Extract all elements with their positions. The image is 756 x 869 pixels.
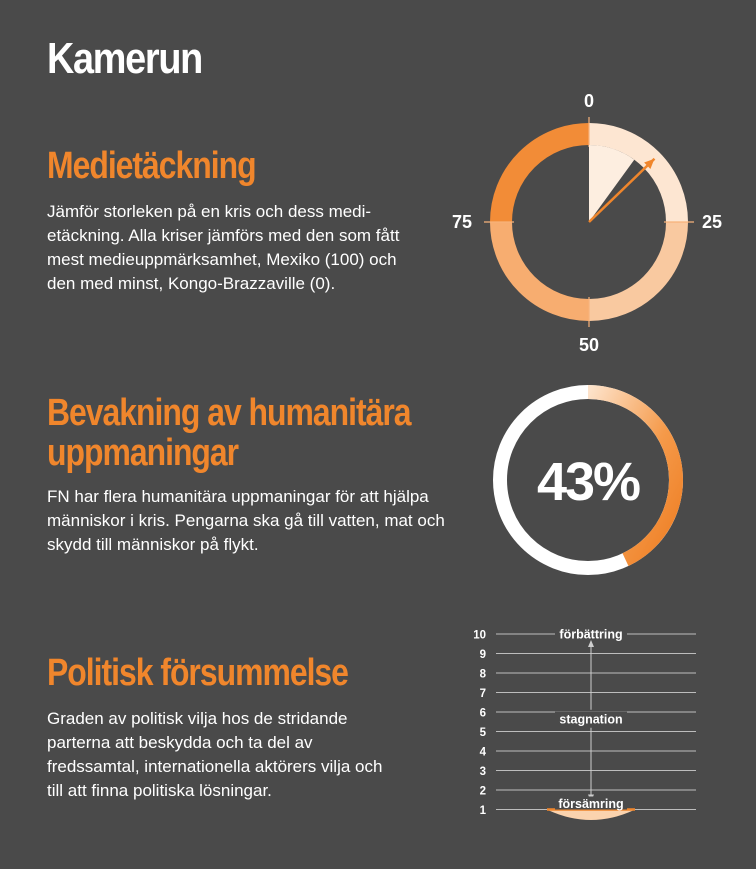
gauge-tick-label-50: 50 — [578, 335, 600, 355]
political-neglect-title: Politisk försummelse — [47, 652, 348, 694]
gauge-segment — [501, 134, 589, 222]
scale-level-label: 9 — [479, 649, 486, 661]
appeals-donut-chart — [485, 377, 695, 587]
gauge-tick-label-0: 0 — [583, 91, 595, 111]
page-title: Kamerun — [47, 34, 202, 83]
gauge-tick-label-75: 75 — [451, 212, 473, 232]
appeals-title-line2: uppmaningar — [47, 432, 239, 474]
annotation-deterioration: försämring — [558, 797, 624, 811]
scale-level-label: 10 — [473, 629, 486, 642]
media-coverage-text: Jämför storleken på en kris och dess medi-etäckning. Alla kriser jämförs med den som fått mest medieuppmärksamhet, Mexiko (100) och den med minst, Kongo-Brazzaville (0). — [47, 202, 400, 293]
media-coverage-title: Medietäckning — [47, 145, 256, 187]
appeals-title-line1: Bevakning av humanitära — [47, 392, 411, 434]
gauge-segment — [501, 222, 589, 310]
scale-level-label: 4 — [479, 746, 486, 759]
scale-value-marker — [549, 811, 633, 821]
scale-level-label: 7 — [479, 688, 486, 700]
donut-percent-label: 43% — [536, 452, 640, 512]
political-scale-chart — [470, 620, 710, 830]
gauge-tick-label-25: 25 — [701, 212, 723, 232]
scale-level-label: 1 — [479, 805, 486, 817]
media-gauge-chart — [451, 91, 730, 360]
scale-level-label: 5 — [479, 727, 486, 739]
political-neglect-text: Graden av politisk vilja hos de stridande parterna att beskydda och ta del av fredssamtal, internationella aktörers vilja och till att finna politiska lösningar. — [47, 709, 383, 800]
scale-level-labels — [473, 630, 486, 818]
scale-level-label: 3 — [479, 766, 486, 778]
annotation-improvement: förbättring — [559, 627, 623, 642]
gauge-segment — [589, 222, 677, 310]
appeals-text: FN har flera humanitära uppmaningar för att hjälpa människor i kris. Pengarna ska gå till vatten, mat och skydd till människor på flykt. — [47, 487, 445, 554]
scale-level-label: 6 — [479, 707, 486, 720]
annotation-stagnation: stagnation — [559, 712, 623, 727]
scale-level-label: 2 — [479, 785, 486, 798]
scale-level-label: 8 — [479, 668, 486, 681]
